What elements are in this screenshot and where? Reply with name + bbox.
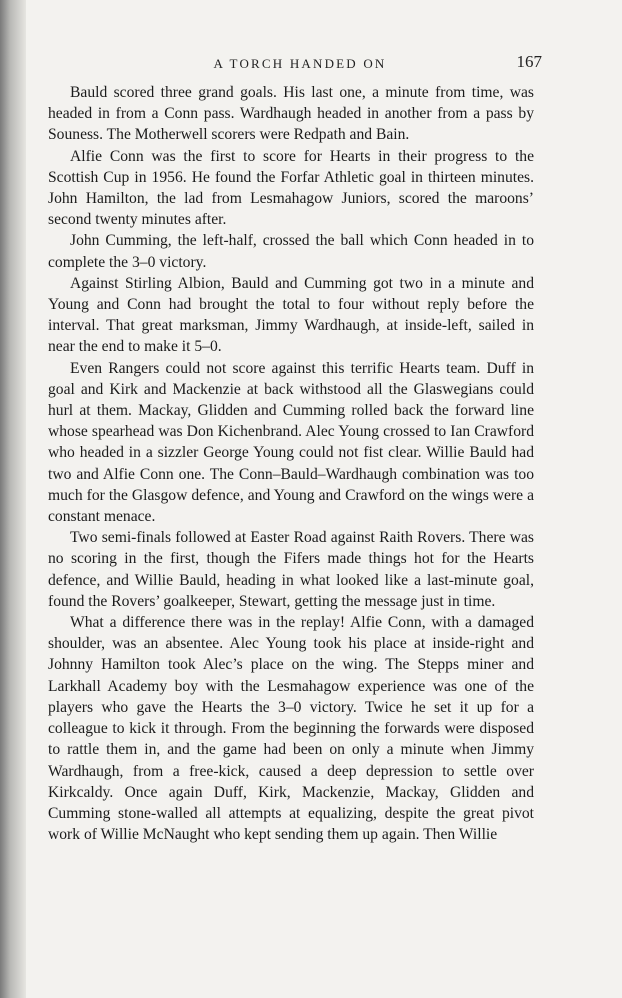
page-number: 167 (516, 52, 542, 71)
paragraph: Bauld scored three grand goals. His last one, a minute from time, was headed in from a Conn pass. Wardhaugh headed in another from a pass by Souness. The Motherwell scorers were Redpath and Bain. (48, 84, 534, 144)
paragraph: Against Stirling Albion, Bauld and Cumming got two in a minute and Young and Conn had brought the total to four without reply before the interval. That great marksman, Jimmy Wardhaugh, at inside-left, sailed in near the end to make it 5–0. (48, 274, 534, 356)
paragraph: Even Rangers could not score against this terrific Hearts team. Duff in goal and Kirk and Mackenzie at back withstood all the Glaswegians could hurl at them. Mackay, Glidden and Cumming rolled back the forward line whose spearhead was Don Kichenbrand. Alec Young crossed to Ian Crawford who headed in a sizzler George Young could not fist clear. Willie Bauld had two and Alfie Conn one. The Conn–Bauld–Wardhaugh combination was too much for the Glasgow defence, and Young and Crawford on the wings were a constant menace. (48, 359, 534, 526)
body-text (48, 82, 534, 845)
paragraph: What a difference there was in the replay! Alfie Conn, with a damaged shoulder, was an absentee. Alec Young took his place at inside-right and Johnny Hamilton took Alec’s place on the wing. The Stepps miner and Larkhall Academy boy with the Lesmahagow experience was one of the players who gave the Hearts the 3–0 victory. Twice he set it up for a colleague to kick it through. From the beginning the forwards were disposed to rattle them in, and the game had been on only a minute when Jimmy Wardhaugh, from a free-kick, caused a deep depression to settle over Kirkcaldy. Once again Duff, Kirk, Mackenzie, Mackay, Glidden and Cumming stone-walled all attempts at equalizing, despite the great pivot work of Willie McNaught who kept sending them up again. Then Willie (48, 614, 534, 844)
binding-shadow (0, 0, 26, 998)
running-title: A TORCH HANDED ON (213, 56, 387, 71)
paragraph: John Cumming, the left-half, crossed the ball which Conn headed in to complete the 3–0 victory. (48, 232, 534, 271)
paragraph: Alfie Conn was the first to score for Hearts in their progress to the Scottish Cup in 1956. He found the Forfar Athletic goal in thirteen minutes. John Hamilton, the lad from Lesmahagow Juniors, scored the maroons’ second twenty minutes after. (48, 147, 534, 229)
paragraph: Two semi-finals followed at Easter Road against Raith Rovers. There was no scoring in the first, though the Fifers made things hot for the Hearts defence, and Willie Bauld, heading in what looked like a last-minute goal, found the Rovers’ goalkeeper, Stewart, getting the message just in time. (48, 529, 534, 610)
page-header (48, 52, 552, 78)
